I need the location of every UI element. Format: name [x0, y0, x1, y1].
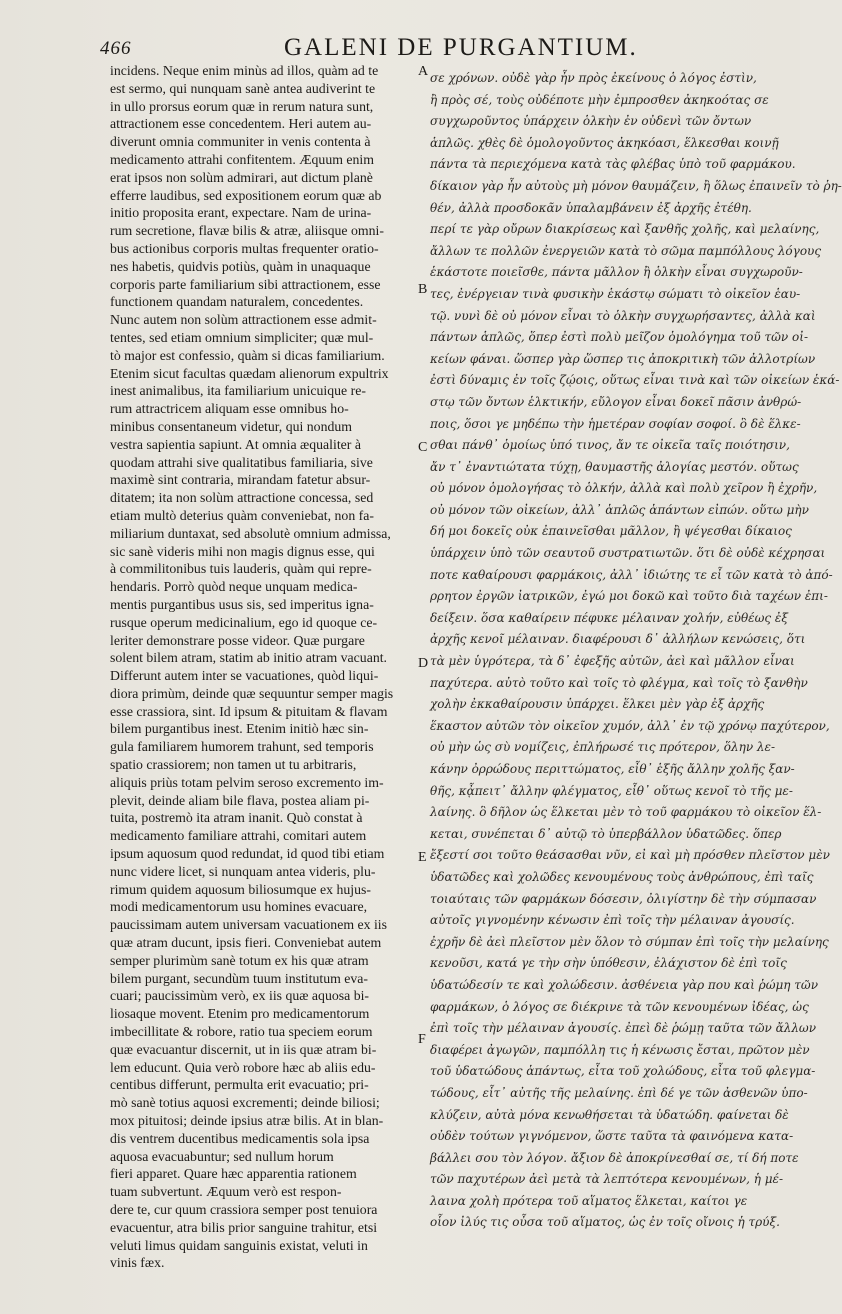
greek-text-line: ἀρχῆς κενοῖ μέλαιναν. διαφέρουσι δ᾽ ἀλλήλων κενώσεις, ὅτι	[430, 632, 806, 647]
greek-text-line: ἢ πρὸς σέ, τοὺς οὐδέποτε μὴν ἐμπροσθεν ἀκηκοότας σε	[430, 92, 769, 107]
latin-text-line: dere te, cur quum crassiora semper post tenuiora	[110, 1202, 378, 1217]
greek-text-line: κάνην ὀρρώδους περιττώματος, εἶθ᾽ ἑξῆς ἄλλην χολῆς ξαν-	[430, 762, 795, 776]
greek-text-line: παχύτερα. αὐτὸ τοῦτο καὶ τοῖς τὸ φλέγμα, καὶ τοῖς τὸ ξανθὴν	[430, 675, 808, 690]
greek-text-line: σθαι πάνθ᾽ ὁμοίως ὑπό τινος, ἄν τε οἰκεῖα ταῖς ποιότησιν,	[430, 438, 790, 453]
latin-text-line: medicamento familiare attrahi, comitari autem	[110, 828, 367, 844]
latin-text-line: fieri apparet. Quare hæc apparentia rationem	[110, 1166, 357, 1182]
greek-text-line: φαρμάκων, ὁ λόγος σε διέκρινε τὰ τῶν κενουμένων ἰδέας, ὡς	[430, 999, 809, 1014]
latin-text-line: minibus consentaneum videtur, qui nondum	[110, 418, 353, 434]
latin-text-line: Etenim sicut facultas quædam alienorum expultrix	[110, 365, 389, 381]
latin-text-line: rum attractricem aliquam esse omnibus ho-	[110, 401, 349, 417]
margin-letter-d: D	[418, 656, 429, 671]
greek-text-line: ὑπάρχειν ὑπὸ τῶν σεαυτοῦ συστρατιωτῶν. ὅτι δὲ οὐδὲ κέχρησαι	[430, 546, 826, 561]
margin-letter-c: C	[418, 440, 428, 455]
page-header	[100, 34, 780, 64]
latin-text-line: rusque operum medicinalium, ego id quoque ce-	[110, 614, 378, 630]
greek-text-line: οἷον ἰλύς τις οὖσα τοῦ αἵματος, ὡς ἐν τοῖς οἴνοις ἡ τρύξ.	[430, 1215, 780, 1230]
greek-text-line: κενοῦσι, κατά γε τὴν σὴν ὑπόθεσιν, ἐλάχιστον δὲ ἐπὶ τοῖς	[430, 956, 787, 971]
greek-text-line: θέν, ἀλλὰ προσδοκᾶν ὑπαλαμβάνειν ἐξ ἀρχῆς ἐτέθη.	[430, 200, 752, 215]
latin-text-line: bilem purgantibus inest. Etenim initiò hæc sin-	[110, 721, 369, 737]
latin-text-line: lem educunt. Quia verò robore hæc ab aliis edu-	[110, 1059, 376, 1075]
latin-text-line: rum secretione, flavæ bilis & atræ, aliisque omni-	[110, 223, 384, 239]
latin-text-line: à commilitonibus tuis lauderis, quàm qui repre-	[110, 561, 372, 577]
latin-text-line: leriter demonstrare posse videor. Quæ purgare	[110, 632, 365, 648]
latin-text-line: functionem quandam naturalem, concedentes.	[110, 294, 364, 310]
greek-text-line: ἐχρῆν δὲ ἀεὶ πλεῖστον μὲν ὅλον τὸ σύμπαν ἐπὶ τοῖς τὴν μελαίνης	[430, 934, 829, 949]
latin-text-line: quæ evacuantur discernit, ut in iis quæ atram bi-	[110, 1041, 377, 1057]
latin-text-line: in ullo prorsus eorum quæ in rerum natura sunt,	[110, 98, 374, 114]
latin-text-line: tuita, postremò ita atram inanit. Quò constat à	[110, 810, 363, 826]
latin-text-line: mox pituitosi; deinde ipsius atræ bilis. At in blan-	[110, 1113, 384, 1129]
latin-text-line: nunc videre licet, si nunquam antea videris, plu-	[110, 863, 376, 879]
greek-text-line: οὐ μόνον τῶν οἰκείων, ἀλλ᾽ ἁπλῶς ἁπάντων εἰπών. οὕτω μὴν	[430, 502, 809, 517]
greek-text-line: τες, ἐνέργειαν τινὰ φυσικὴν ἑκάστῳ σώματι τὸ οἰκεῖον ἑαυ-	[430, 286, 801, 301]
latin-text-line: est sermo, qui nunquam sanè antea audiverint te	[110, 80, 376, 96]
latin-text-line: efferre laudibus, sed expositionem eorum quæ ab	[110, 187, 382, 203]
latin-text-line: diverunt omnia communiter in venis contenta à	[110, 134, 371, 150]
latin-text-line: miliarium duntaxat, sed absolutè omnium admissa,	[110, 525, 391, 541]
greek-text-line: ἕκαστον αὐτῶν τὸν οἰκεῖον χυμόν, ἀλλ᾽ ἐν τῷ χρόνῳ παχύτερον,	[430, 718, 830, 733]
latin-column	[110, 62, 420, 1272]
greek-text-line: δίκαιον γὰρ ἦν αὐτοὺς μὴ μόνον θαυμάζειν, ἢ ὅλως ἐπαινεῖν τὸ ῥη-	[430, 178, 842, 193]
latin-text-line: imbecillitate & robore, ratio tua speciem eorum	[110, 1024, 373, 1040]
latin-text-line: rimum quidem aquosum biliosumque ex hujus-	[110, 881, 371, 897]
greek-text-line: ἐπὶ τοῖς τὴν μέλαιναν ἀγουσίς. ἐπεὶ δὲ ῥώμῃ ταῦτα τῶν ἄλλων	[430, 1021, 817, 1036]
greek-text-line: ἐστὶ δύναμις ἐν τοῖς ζῴοις, οὕτως εἶναι τινὰ καὶ τῶν οἰκείων ἑκά-	[430, 373, 840, 388]
greek-text-line: τῶν παχυτέρων ἀεὶ μετὰ τὰ λεπτότερα κενουμένων, ἡ μέ-	[430, 1172, 784, 1187]
latin-text-line: mò sanè totius aquosi excrementi; deinde biliosi;	[110, 1095, 380, 1111]
greek-text-line: ποις, ὅσοι γε μηδέπω τὴν ἡμετέραν σοφίαν σοφοί. ὃ δὲ ἕλκε-	[430, 416, 801, 431]
greek-text-line: τῷ. νυνὶ δὲ οὐ μόνον εἶναι τὸ ὁλκὴν συγχωρήσαντες, ἀλλὰ καὶ	[430, 308, 816, 323]
latin-text-line: tuam subvertunt. Æquum verò est respon-	[110, 1184, 342, 1200]
latin-text-line: cuari; paucissimùm verò, ex iis quæ aquosa bi-	[110, 988, 370, 1004]
greek-text-line: ἁπλῶς. χθὲς δὲ ὁμολογοῦντος ἀκηκόασι, ἕλκεσθαι κοινῇ	[430, 135, 779, 150]
latin-text-line: evacuentur, atra bilis prior sanguine trahitur, etsi	[110, 1219, 378, 1235]
latin-text-line: dis ventrem ducentibus medicamentis sola ipsa	[110, 1130, 370, 1146]
latin-text-line: solent bilem atram, statim ab initio atram vacuant.	[110, 650, 388, 666]
margin-letter-f: F	[418, 1032, 426, 1047]
greek-text-line: κεται, συνέπεται δ᾽ αὐτῷ τὸ ὑπερβάλλον ὑδατῶδες. ὅπερ	[430, 826, 782, 841]
latin-text-line: incidens. Neque enim minùs ad illos, quàm ad te	[110, 63, 379, 78]
latin-text-line: bilem purgant, secundùm tuum institutum eva-	[110, 970, 369, 986]
greek-text-line: τοῦ ὑδατώδους ἁπάντως, εἶτα τοῦ χολώδους, εἶτα τοῦ φλεγμα-	[430, 1064, 816, 1079]
latin-text-line: tò major est confessio, quàm si dicas familiarium.	[110, 347, 385, 363]
latin-text-line: quæ atram ducunt, ipsis fieri. Conveniebat autem	[110, 935, 382, 951]
greek-text-line: αὐτοῖς γιγνομένην κένωσιν ἐπὶ τοῖς τὴν μέλαιναν ἀγουσίς.	[430, 913, 795, 928]
margin-letter-a: A	[418, 64, 429, 79]
latin-text-line: bus actionibus corporis multas frequenter oratio-	[110, 240, 379, 256]
greek-text-line: διαφέρει ἀγωγῶν, παμπόλλη τις ἡ κένωσις ἔσται, πρῶτον μὲν	[430, 1042, 810, 1057]
greek-text-line: ἄν τ᾽ ἐναντιώτατα τύχῃ, θαυμαστῆς ἀλογίας μεστόν. οὕτως	[430, 459, 799, 474]
greek-text-line: ἔξεστί σοι τοῦτο θεάσασθαι νῦν, εἰ καὶ μὴ πρόσθεν πλεῖστον μὲν	[430, 848, 830, 863]
latin-text-line: tentes, sed etiam omnium simpliciter; quæ mul-	[110, 329, 374, 345]
latin-text-line: paucissimam autem universam vacuationem ex iis	[110, 917, 388, 933]
greek-text-line: οὐ μόνον ὁμολογήσας τὸ ὁλκήν, ἀλλὰ καὶ πολὺ χεῖρον ἢ ἐχρῆν,	[430, 481, 818, 496]
greek-text-line: δή μοι δοκεῖς οὐκ ἐπαινεῖσθαι μᾶλλον, ἢ ψέγεσθαι δίκαιος	[430, 524, 792, 539]
running-head: GALENI DE PURGANTIUM.	[284, 34, 638, 61]
latin-text-line: quodam attrahi sive qualitatibus familiaria, sive	[110, 454, 373, 470]
greek-text-line: στῳ τῶν ὄντων ἑλκτικήν, εὔλογον εἶναι δοκεῖ πᾶσιν ἀνθρώ-	[430, 394, 802, 409]
page-number: 466	[100, 38, 132, 59]
latin-text-line: centibus differunt, permulta erit evacuatio; pri-	[110, 1077, 369, 1093]
greek-text-line: ὑδατῶδες καὶ χολῶδες κενουμένους τοὺς ἀνθρώπους, ἐπὶ ταῖς	[430, 869, 814, 884]
greek-text-line: ὑδατώδεσίν τε καὶ χολώδεσιν. ἀσθένεια γὰρ που καὶ ῥώμη τῶν	[430, 977, 819, 992]
latin-text-line: ditatem; ita non solùm attractione concessa, sed	[110, 490, 374, 506]
greek-text-line: οὐ μὴν ὡς σὺ νομίζεις, ἐπλήρωσέ τις πρότερον, ὅλην λε-	[430, 740, 776, 755]
latin-text-line: ipsum aquosum quod redundat, id quod tibi etiam	[110, 846, 385, 862]
latin-text-line: semper plurimùm sanè totum ex his quæ atram	[110, 952, 369, 968]
latin-text-line: gula familiarem humorem trahunt, sed temporis	[110, 739, 374, 755]
greek-text-line: τώδους, εἶτ᾽ αὐτῆς τῆς μελαίνης. ἐπὶ δέ γε τῶν ἀσθενῶν ὑπο-	[430, 1085, 808, 1100]
greek-text-line: οὐδὲν τούτων γιγνόμενον, ὥστε ταῦτα τὰ φαινόμενα κατα-	[430, 1129, 794, 1144]
greek-text-line: ἑκάστοτε ποιεῖσθε, πάντα μᾶλλον ἢ ὁλκὴν εἶναι συγχωροῦν-	[430, 265, 803, 280]
margin-letter-b: B	[418, 282, 428, 297]
greek-text-line: λαίνης. ὃ δῆλον ὡς ἕλκεται μὲν τὸ τοῦ φαρμάκου τὸ οἰκεῖον ἕλ-	[430, 805, 822, 820]
latin-text-line: sic sanè videris mihi non magis dignus esse, qui	[110, 543, 375, 559]
greek-text-line: θῆς, κᾆπειτ᾽ ἄλλην φλέγματος, εἶθ᾽ οὕτως κενοῖ τὸ τῆς με-	[430, 783, 793, 798]
latin-text-line: initio proposita erant, expectare. Nam de urina-	[110, 205, 372, 221]
greek-text-line: συγχωροῦντος ὑπάρχειν ὁλκὴν ἐν οὐδενὶ τῶν ὄντων	[430, 114, 752, 129]
latin-text-line: vinis fæx.	[110, 1255, 165, 1271]
latin-text-line: mentis purgantibus usus sis, sed imperitus igna-	[110, 596, 374, 612]
greek-text-line: κείων φάναι. ὥσπερ γὰρ ὥσπερ τις ἀποκριτικὴ τῶν ἀλλοτρίων	[430, 351, 816, 366]
latin-text-line: vestra sapientia sapiunt. At omnia æqualiter à	[110, 436, 361, 452]
greek-text-line: περί τε γὰρ οὔρων διακρίσεως καὶ ξανθῆς χολῆς, καὶ μελαίνης,	[430, 222, 820, 237]
latin-text-line: corporis parte familiarium sibi attractionem, esse	[110, 276, 381, 292]
latin-text-line: nes habetis, quidvis potiùs, quàm in unaquaque	[110, 258, 371, 274]
latin-text-line: inest animalibus, ita familiarium unicuique re-	[110, 383, 366, 399]
greek-text-line: ρρητον ἐργῶν ἰατρικῶν, ἐγώ μοι δοκῶ καὶ τοῦτο διὰ ταχέων ἐπι-	[430, 589, 828, 604]
latin-text-line: Differunt autem inter se vacuationes, quòd liqui-	[110, 668, 379, 684]
margin-letter-e: E	[418, 850, 427, 865]
greek-text-line: λαινα χολὴ πρότερα τοῦ αἵματος ἕλκεται, καίτοι γε	[430, 1193, 748, 1208]
greek-column	[430, 68, 842, 1234]
latin-text-line: plevit, deinde aliam bile flava, postea aliam pi-	[110, 792, 370, 808]
latin-text-line: Nunc autem non solùm attractionem esse admit-	[110, 312, 377, 328]
latin-text-line: medicamento attrahi confitentem. Æquum enim	[110, 151, 374, 167]
latin-text-line: erat ipsos non solùm admirari, aut dictum planè	[110, 169, 373, 185]
latin-text-line: etiam multò deterius quàm conveniebat, non fa-	[110, 507, 374, 523]
latin-text-line: aquosa evacuabuntur; sed nullum horum	[110, 1148, 334, 1164]
latin-text-line: maximè sint contraria, mirandam fatetur absur-	[110, 472, 371, 488]
greek-text-line: δείξειν. ὅσα καθαίρειν πέφυκε μέλαιναν χολήν, εὐθέως ἐξ	[430, 610, 788, 625]
latin-text-line: modi medicamentorum usu homines evacuare,	[110, 899, 368, 915]
greek-text-line: ποτε καθαίρουσι φαρμάκοις, ἀλλ᾽ ἰδιώτης τε εἶ τῶν κατὰ τὸ ἀπό-	[430, 567, 833, 582]
greek-text-line: σε χρόνων. οὐδὲ γὰρ ἦν πρὸς ἐκείνους ὁ λόγος ἐστὶν,	[430, 71, 757, 85]
latin-text-line: aliquis priùs totam pelvim seroso excremento im-	[110, 774, 384, 790]
greek-text-line: πάντων ἁπλῶς, ὅπερ ἐστὶ πολὺ μεῖζον ὁμολόγημα τοῦ τῶν οἰ-	[430, 330, 809, 345]
greek-text-line: χολὴν ἐκκαθαίρουσιν ὑπάρχει. ἕλκει μὲν γὰρ ἐξ ἀρχῆς	[430, 697, 765, 712]
latin-text-line: veluti limus quidam sanguinis existat, veluti in	[110, 1237, 368, 1253]
latin-text-line: esse crassiora, sint. Id ipsum & pituitam & flavam	[110, 703, 388, 719]
greek-text-line: πάντα τὰ περιεχόμενα κατὰ τὰς φλέβας ὑπὸ τοῦ φαρμάκου.	[430, 157, 796, 172]
latin-text-line: liosaque movent. Etenim pro medicamentorum	[110, 1006, 370, 1022]
latin-text-line: spatio crassiorem; non tamen ut tu arbitraris,	[110, 757, 357, 773]
latin-text-line: attractionem esse concedentem. Heri autem au-	[110, 116, 372, 132]
greek-text-line: τοιαύταις τῶν φαρμάκων δόσεσιν, ὀλιγίστην δὲ τὴν σύμπασαν	[430, 891, 817, 906]
greek-text-line: κλύζειν, αὐτὰ μόνα κενωθήσεται τὰ ὑδατώδη. φαίνεται δὲ	[430, 1107, 789, 1122]
greek-text-line: τὰ μὲν ὑγρότερα, τὰ δ᾽ ἐφεξῆς αὐτῶν, ἀεὶ καὶ μᾶλλον εἶναι	[430, 654, 795, 669]
latin-text-line: diora primùm, deinde quæ sequuntur semper magis	[110, 685, 394, 701]
greek-text-line: ἄλλων τε πολλῶν ἐνεργειῶν κατὰ τὸ σῶμα παμπόλλους λόγους	[430, 243, 822, 258]
greek-text-line: βάλλει σου τὸν λόγον. ἄξιον δὲ ἀποκρίνεσθαί σε, τί δή ποτε	[430, 1150, 799, 1165]
latin-text-line: hendaris. Porrò quòd neque unquam medica-	[110, 579, 358, 595]
